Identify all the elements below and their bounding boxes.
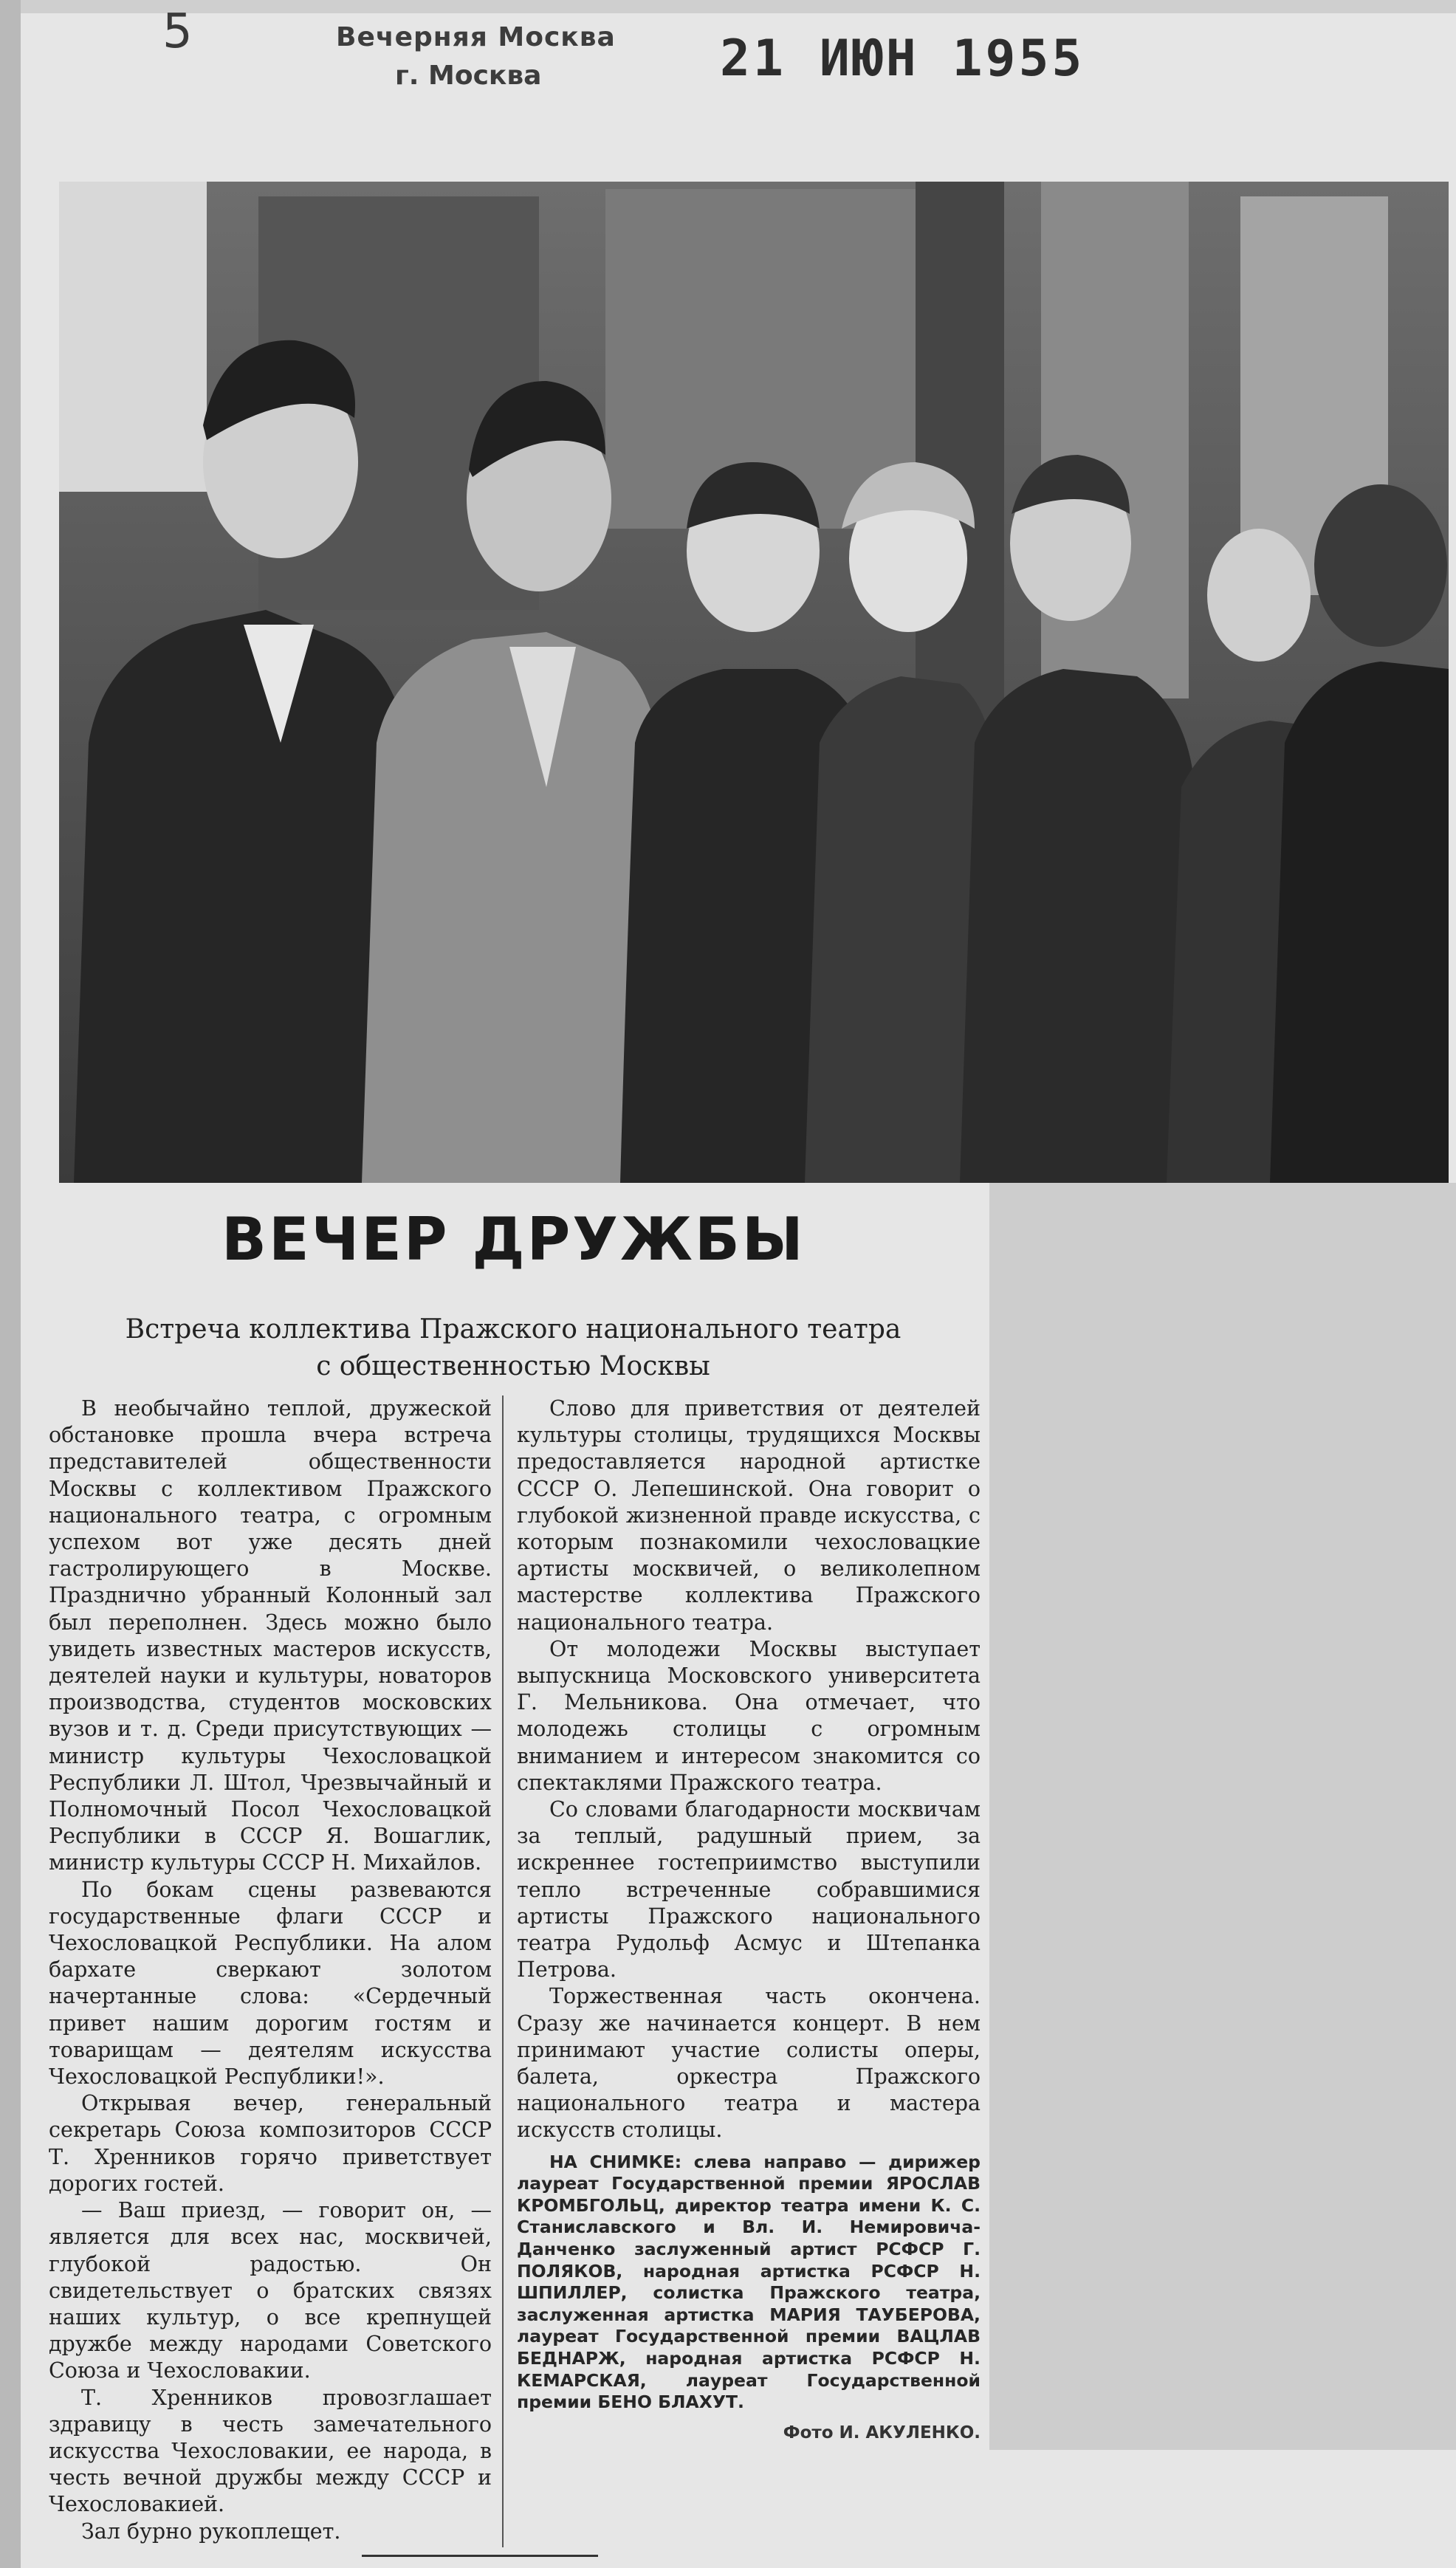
subhead-line-2: с общественностью Москвы xyxy=(316,1351,710,1381)
paragraph: В необычайно теплой, дружеской обстановке прошла вчера встреча представителей общественности Москвы с коллективом Пражского национального театра, с огромным успехом вот уже десять дней гастролирующего в Москве. Празднично убранный Колонный зал был переполнен. Здесь можно было увидеть известных мастеров искусств, деятелей науки и культуры, новаторов производства, студентов московских вузов и т. д. Среди присутствующих — министр культуры Чехословацкой Республики Л. Штол, Чрезвычайный и Полномочный Посол Чехословацкой Республики в СССР Я. Вошаглик, министр культуры СССР Н. Михайлов. xyxy=(49,1396,492,1875)
paragraph: Торжественная часть окончена. Сразу же начинается концерт. В нем принимают участие солисты оперы, балета, оркестра Пражского национального театра и мастера искусств столицы. xyxy=(517,1984,981,2143)
paragraph: От молодежи Москвы выступает выпускница Московского университета Г. Мельникова. Она отмечает, что молодежь столицы с огромным вниманием и интересом знакомится со спектаклями Пражского театра. xyxy=(517,1636,981,1795)
photo-caption xyxy=(517,2152,981,2414)
paragraph: Открывая вечер, генеральный секретарь Союза композиторов СССР Т. Хренников горячо приветствует дорогих гостей. xyxy=(49,2091,492,2196)
photo-illustration xyxy=(59,182,1449,1183)
column-divider xyxy=(502,1395,504,2547)
article-column-left xyxy=(49,1395,492,2545)
city-stamp: г. Москва xyxy=(395,61,542,91)
end-rule xyxy=(362,2555,598,2557)
caption-text: НА СНИМКЕ: слева направо — дирижер лауреат Государственной премии ЯРОСЛАВ КРОМБГОЛЬЦ, директор театра имени К. С. Станиславского и Вл. И. Немировича-Данченко заслуженный артист РСФСР Г. ПОЛЯКОВ, народная артистка РСФСР Н. ШПИЛЛЕР, солистка Пражского театра, заслуженная артистка МАРИЯ ТАУБЕРОВА, лауреат Государственной премии ВАЦЛАВ БЕДНАРЖ, народная артистка РСФСР Н. КЕМАРСКАЯ, лауреат Государственной премии БЕНО БЛАХУТ. xyxy=(517,2151,981,2413)
headline: ВЕЧЕР ДРУЖБЫ xyxy=(222,1205,806,1274)
group-photo xyxy=(59,182,1449,1183)
article-column-right xyxy=(517,1395,981,2446)
newspaper-stamp: Вечерняя Москва xyxy=(336,22,616,52)
paragraph: Слово для приветствия от деятелей культуры столицы, трудящихся Москвы предоставляется народной артистке СССР О. Лепешинской. Она говорит о глубокой жизненной правде искусства, с которым познакомили чехословацкие артисты москвичей, о великолепном мастерстве коллектива Пражского национального театра. xyxy=(517,1396,981,1635)
paragraph: Зал бурно рукоплещет. xyxy=(81,2519,341,2544)
photo-credit: Фото И. АКУЛЕНКО. xyxy=(783,2423,981,2442)
subhead xyxy=(44,1311,982,1385)
subhead-line-1: Встреча коллектива Пражского национального театра xyxy=(125,1314,902,1345)
page-edge xyxy=(0,0,21,2568)
paragraph: По бокам сцены развеваются государственные флаги СССР и Чехословацкой Республики. На алом бархате сверкают золотом начертанные слова: «Сердечный привет нашим дорогим гостям и товарищам — деятелям искусства Чехословацкой Республики!». xyxy=(49,1877,492,2090)
paragraph: Т. Хренников провозглашает здравицу в честь замечательного искусства Чехословакии, ее народа, в честь вечной дружбы между СССР и Чехословакией. xyxy=(49,2385,492,2517)
archive-number: 5 xyxy=(162,4,193,59)
paragraph: Со словами благодарности москвичам за теплый, радушный прием, за искреннее гостеприимство выступили тепло встреченные собравшимися артисты Пражского национального театра Рудольф Асмус и Штепанка Петрова. xyxy=(517,1797,981,1982)
paragraph: — Ваш приезд, — говорит он, — является для всех нас, москвичей, глубокой радостью. Он свидетельствует о братских связях наших культур, о все крепнущей дружбе между народами Советского Союза и Чехословакии. xyxy=(49,2198,492,2383)
date-stamp: 21 ИЮН 1955 xyxy=(720,30,1085,88)
blank-area xyxy=(989,1183,1456,2450)
